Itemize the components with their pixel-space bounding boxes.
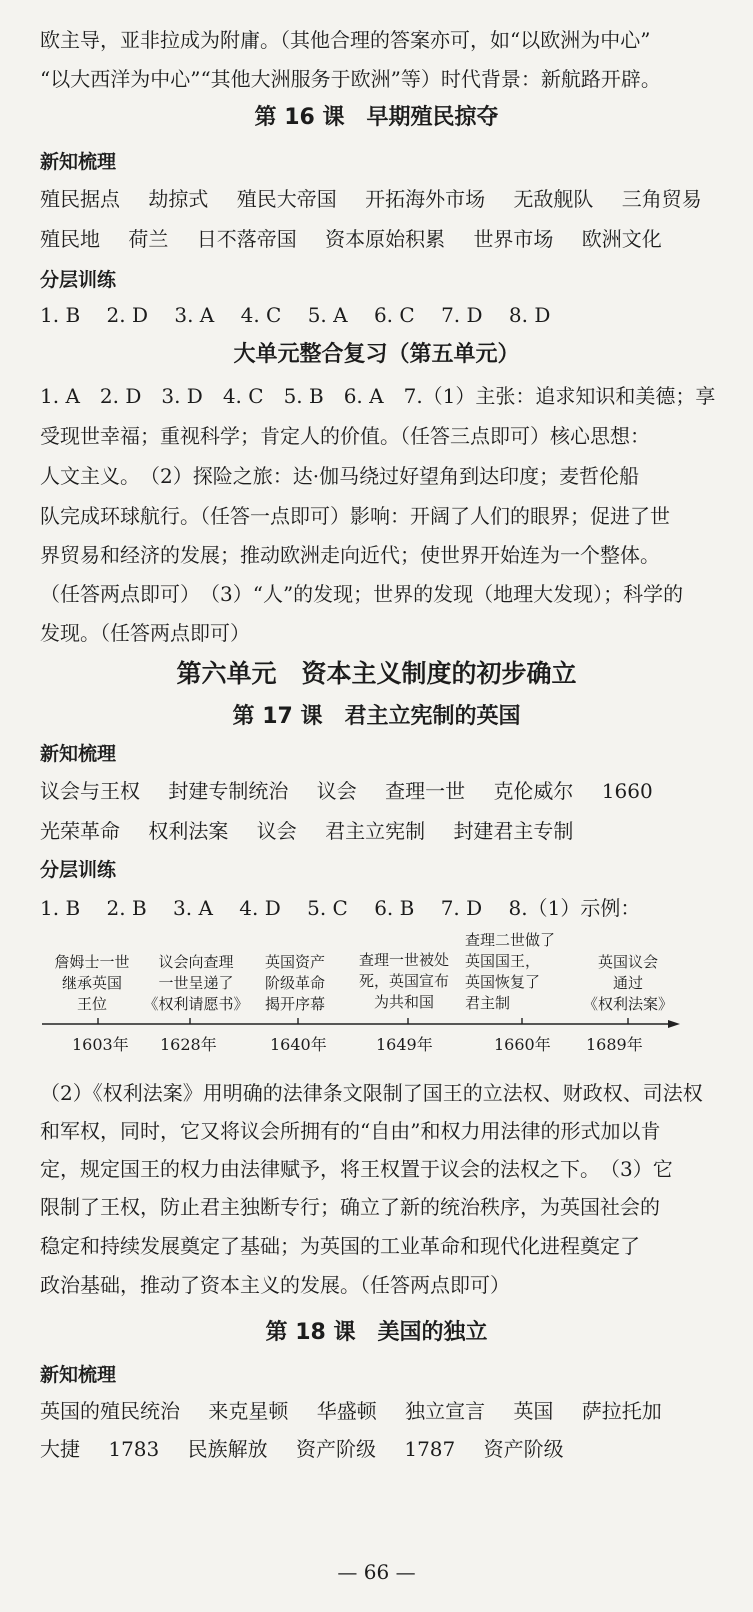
term: 封建君主专制 <box>453 819 574 843</box>
answer: 7. D <box>440 896 483 920</box>
text-line: 定，规定国王的权力由法律赋予，将王权置于议会的法权之下。 （3）它 <box>40 1157 673 1181</box>
term: 大捷 <box>40 1437 80 1461</box>
text-line: 受现世幸福；重视科学；肯定人的价值。（任答三点即可）核心思想： <box>40 424 650 448</box>
term: 资产阶级 <box>295 1437 376 1461</box>
timeline-axis <box>0 1010 753 1034</box>
term: 无敌舰队 <box>513 187 594 211</box>
term: 世界市场 <box>473 227 554 251</box>
unit-5-review-title: 大单元整合复习（第五单元） <box>233 342 520 367</box>
answer: 5. C <box>307 896 348 920</box>
timeline-event: 查理一世被处 死，英国宣布 为共和国 <box>358 951 449 1011</box>
answer: 5. A <box>307 303 348 327</box>
term: 劫掠式 <box>148 187 209 211</box>
knowledge-heading: 新知梳理 <box>40 151 117 173</box>
knowledge-row <box>40 778 720 804</box>
answer: 1. B <box>40 303 81 327</box>
lesson-18-title: 第 18 课 美国的独立 <box>265 1320 488 1345</box>
timeline-year: 1628年 <box>160 1035 217 1054</box>
timeline-year: 1603年 <box>72 1035 129 1054</box>
term: 殖民地 <box>40 227 100 251</box>
term: 光荣革命 <box>40 819 120 843</box>
term: 议会与王权 <box>40 779 140 803</box>
timeline-event: 查理二世做了 英国国王， 英国恢复了 君主制 <box>465 931 556 1012</box>
answer: 8.（1）示例： <box>508 896 641 920</box>
term: 1787 <box>404 1437 456 1461</box>
term: 克伦威尔 <box>493 779 574 803</box>
answer: 1. B <box>40 896 81 920</box>
text-line: （任答两点即可） （3）“人”的发现；世界的发现（地理大发现）；科学的 <box>40 582 684 606</box>
knowledge-row <box>40 186 720 212</box>
text-line: 队完成环球航行。（任答一点即可）影响：开阔了人们的眼界；促进了世 <box>40 504 670 528</box>
knowledge-row <box>40 1398 720 1424</box>
text-line: 限制了王权，防止君主独断专行；确立了新的统治秩序，为英国社会的 <box>40 1195 660 1219</box>
answer: 6. C <box>373 303 415 327</box>
unit-6-title: 第六单元 资本主义制度的初步确立 <box>176 659 577 688</box>
answer: 7. D <box>441 303 483 327</box>
knowledge-heading: 新知梳理 <box>40 743 117 765</box>
text-line: 人文主义。 （2）探险之旅：达·伽马绕过好望角到达印度；麦哲伦船 <box>40 464 640 488</box>
term: 来克星顿 <box>208 1399 289 1423</box>
training-heading: 分层训练 <box>40 269 117 291</box>
answer: 4. C <box>240 303 282 327</box>
timeline-event: 议会向查理 一世呈递了 《权利请愿书》 <box>143 953 249 1013</box>
answer-row <box>40 895 720 921</box>
text-line: 界贸易和经济的发展；推动欧洲走向近代；使世界开始连为一个整体。 <box>40 543 660 567</box>
text-line: “以大西洋为中心”“其他大洲服务于欧洲”等）时代背景：新航路开辟。 <box>40 67 661 91</box>
lesson-16-title: 第 16 课 早期殖民掠夺 <box>254 105 499 130</box>
term: 资本原始积累 <box>325 227 446 251</box>
text-line: 和军权，同时，它又将议会所拥有的“自由”和权力用法律的形式加以肯 <box>40 1119 661 1143</box>
knowledge-row <box>40 1436 720 1462</box>
term: 华盛顿 <box>316 1399 377 1423</box>
term: 议会 <box>256 819 297 843</box>
text-line: 稳定和持续发展奠定了基础；为英国的工业革命和现代化进程奠定了 <box>40 1234 640 1258</box>
answer: 6. B <box>374 896 415 920</box>
text-line: 发现。（任答两点即可） <box>40 621 250 645</box>
answer: 2. D <box>106 303 148 327</box>
text-line: 1. A 2. D 3. D 4. C 5. B 6. A 7.（1）主张：追求知识和美德；享 <box>40 384 716 408</box>
term: 君主立宪制 <box>325 819 426 843</box>
timeline-year: 1649年 <box>376 1035 433 1054</box>
term: 权利法案 <box>148 819 229 843</box>
lesson-17-title: 第 17 课 君主立宪制的英国 <box>232 704 521 729</box>
timeline-event: 詹姆士一世 继承英国 王位 <box>54 953 130 1013</box>
text-line: 政治基础，推动了资本主义的发展。（任答两点即可） <box>40 1273 510 1297</box>
answer: 8. D <box>508 303 551 327</box>
term: 封建专制统治 <box>168 779 289 803</box>
answer: 2. B <box>106 896 147 920</box>
text-line: 欧主导，亚非拉成为附庸。（其他合理的答案亦可，如“以欧洲为中心” <box>40 28 651 52</box>
term: 荷兰 <box>128 227 169 251</box>
term: 1783 <box>108 1437 160 1461</box>
answer: 3. A <box>174 303 215 327</box>
answer: 4. D <box>239 896 281 920</box>
timeline-event: 英国议会 通过 《权利法案》 <box>582 953 673 1013</box>
term: 殖民大帝国 <box>236 187 337 211</box>
timeline-year: 1689年 <box>586 1035 643 1054</box>
text-line: （2）《权利法案》用明确的法律条文限制了国王的立法权、财政权、司法权 <box>40 1081 703 1105</box>
term: 资产阶级 <box>483 1437 564 1461</box>
term: 日不落帝国 <box>196 227 297 251</box>
term: 查理一世 <box>385 779 466 803</box>
term: 萨拉托加 <box>581 1399 662 1423</box>
knowledge-row <box>40 818 720 844</box>
term: 欧洲文化 <box>581 227 662 251</box>
timeline-year: 1640年 <box>270 1035 327 1054</box>
knowledge-heading: 新知梳理 <box>40 1364 117 1386</box>
knowledge-row <box>40 226 720 252</box>
page-number: — 66 — <box>337 1560 416 1584</box>
term: 英国 <box>513 1399 554 1423</box>
timeline-year: 1660年 <box>494 1035 551 1054</box>
term: 1660 <box>601 779 653 803</box>
term: 殖民据点 <box>40 187 120 211</box>
timeline-event: 英国资产 阶级革命 揭开序幕 <box>264 953 325 1013</box>
term: 英国的殖民统治 <box>40 1399 180 1423</box>
term: 三角贸易 <box>621 187 702 211</box>
term: 独立宣言 <box>405 1399 486 1423</box>
answer-row <box>40 302 720 328</box>
answer: 3. A <box>173 896 213 920</box>
training-heading: 分层训练 <box>40 859 117 881</box>
term: 开拓海外市场 <box>365 187 486 211</box>
term: 议会 <box>316 779 357 803</box>
term: 民族解放 <box>187 1437 268 1461</box>
